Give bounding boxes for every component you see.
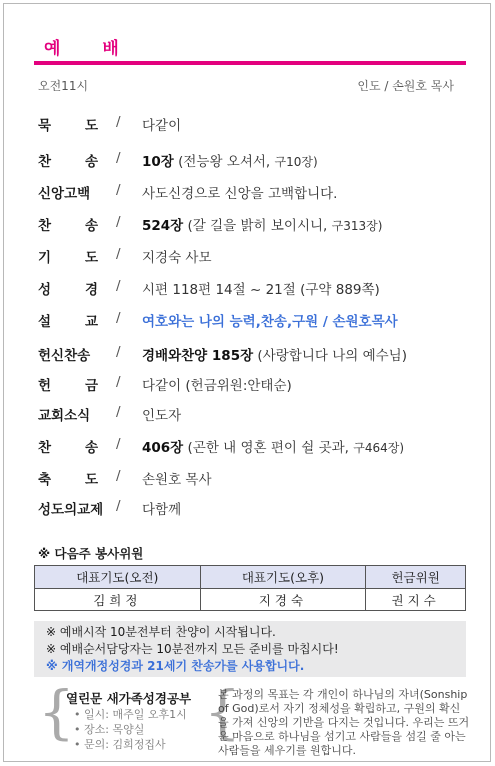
offering-name: 권지수 bbox=[366, 589, 466, 611]
order-label: 축 도 bbox=[38, 472, 98, 488]
order-separator: / bbox=[116, 278, 121, 294]
header-morning-prayer: 대표기도(오전) bbox=[35, 566, 201, 589]
order-value: 시편 118편 14절 ~ 21절 (구약 889쪽) bbox=[142, 282, 380, 298]
order-label: 헌 금 bbox=[38, 378, 98, 394]
order-value: 다함께 bbox=[142, 502, 182, 518]
header-afternoon-prayer: 대표기도(오후) bbox=[200, 566, 366, 589]
left-brace: { bbox=[38, 678, 75, 746]
order-separator: / bbox=[116, 468, 121, 484]
order-separator: / bbox=[116, 436, 121, 452]
order-separator: / bbox=[116, 310, 121, 326]
note-item: ※ 예배순서담당자는 10분전까지 모든 준비를 마칩시다! bbox=[46, 642, 339, 656]
order-label: 찬 송 bbox=[38, 440, 98, 456]
order-label: 묵 도 bbox=[38, 118, 98, 134]
order-value: 여호와는 나의 능력,찬송,구원 / 손원호목사 bbox=[142, 314, 398, 330]
order-separator: / bbox=[116, 404, 121, 420]
note-item: ※ 개역개정성경과 21세기 찬송가를 사용합니다. bbox=[46, 659, 305, 673]
order-label: 교회소식 bbox=[38, 408, 91, 424]
notes-box bbox=[34, 621, 466, 677]
order-separator: / bbox=[116, 498, 121, 514]
header-offering: 헌금위원 bbox=[366, 566, 466, 589]
study-details bbox=[74, 707, 187, 752]
order-separator: / bbox=[116, 150, 121, 166]
right-brace: { bbox=[204, 678, 241, 746]
order-value: 인도자 bbox=[142, 408, 182, 424]
order-label: 기 도 bbox=[38, 250, 98, 266]
order-separator: / bbox=[116, 214, 121, 230]
order-separator: / bbox=[116, 114, 121, 130]
study-time: • 일시: 매주일 오후1시 bbox=[74, 708, 187, 721]
order-separator: / bbox=[116, 374, 121, 390]
order-value: 지경숙 사모 bbox=[142, 250, 212, 266]
order-value: 10장 (전능왕 오셔서, 구10장) bbox=[142, 154, 318, 170]
order-value: 다같이 (헌금위원:안태순) bbox=[142, 378, 292, 394]
order-separator: / bbox=[116, 182, 121, 198]
title-underline bbox=[34, 61, 466, 65]
order-label: 신앙고백 bbox=[38, 186, 91, 202]
order-label: 설 교 bbox=[38, 314, 98, 330]
note-item: ※ 예배시작 10분전부터 찬양이 시작됩니다. bbox=[46, 625, 276, 639]
page-title: 예 배 bbox=[44, 39, 137, 59]
order-separator: / bbox=[116, 344, 121, 360]
bulletin-page bbox=[3, 3, 491, 762]
order-value: 경배와찬양 185장 (사랑합니다 나의 예수님) bbox=[142, 348, 407, 364]
order-separator: / bbox=[116, 246, 121, 262]
service-time: 오전11시 bbox=[38, 79, 89, 93]
order-label: 찬 송 bbox=[38, 218, 98, 234]
next-service-table bbox=[34, 565, 466, 611]
study-place: • 장소: 목양실 bbox=[74, 723, 145, 736]
next-service-title: ※ 다음주 봉사위원 bbox=[38, 546, 144, 561]
study-description: 본 과정의 목표는 각 개인이 하나님의 자녀(Sonship of God)로서 자기 정체성을 확립하고, 구원의 확신을 가져 신앙의 기반을 다지는 것입니다. 우리는 뜨거운 마음으로 하나님을 섬기고 사람들을 섬길 줄 아는 사람들을 세우기를 원합니다. bbox=[218, 688, 470, 757]
order-label: 성 경 bbox=[38, 282, 98, 298]
study-contact: • 문의: 김희정집사 bbox=[74, 738, 166, 751]
order-label: 성도의교제 bbox=[38, 502, 104, 518]
order-label: 헌신찬송 bbox=[38, 348, 91, 364]
order-value: 손원호 목사 bbox=[142, 472, 212, 488]
morning-prayer-name: 김희정 bbox=[35, 589, 201, 611]
order-value: 다같이 bbox=[142, 118, 182, 134]
order-label: 찬 송 bbox=[38, 154, 98, 170]
order-value: 524장 (갈 길을 밝히 보이시니, 구313장) bbox=[142, 218, 383, 234]
afternoon-prayer-name: 지경숙 bbox=[200, 589, 366, 611]
service-leader: 인도 / 손원호 목사 bbox=[357, 79, 454, 93]
study-title: 열린문 새가족성경공부 bbox=[66, 691, 192, 706]
order-value: 406장 (곤한 내 영혼 편이 쉴 곳과, 구464장) bbox=[142, 440, 405, 456]
order-value: 사도신경으로 신앙을 고백합니다. bbox=[142, 186, 338, 202]
